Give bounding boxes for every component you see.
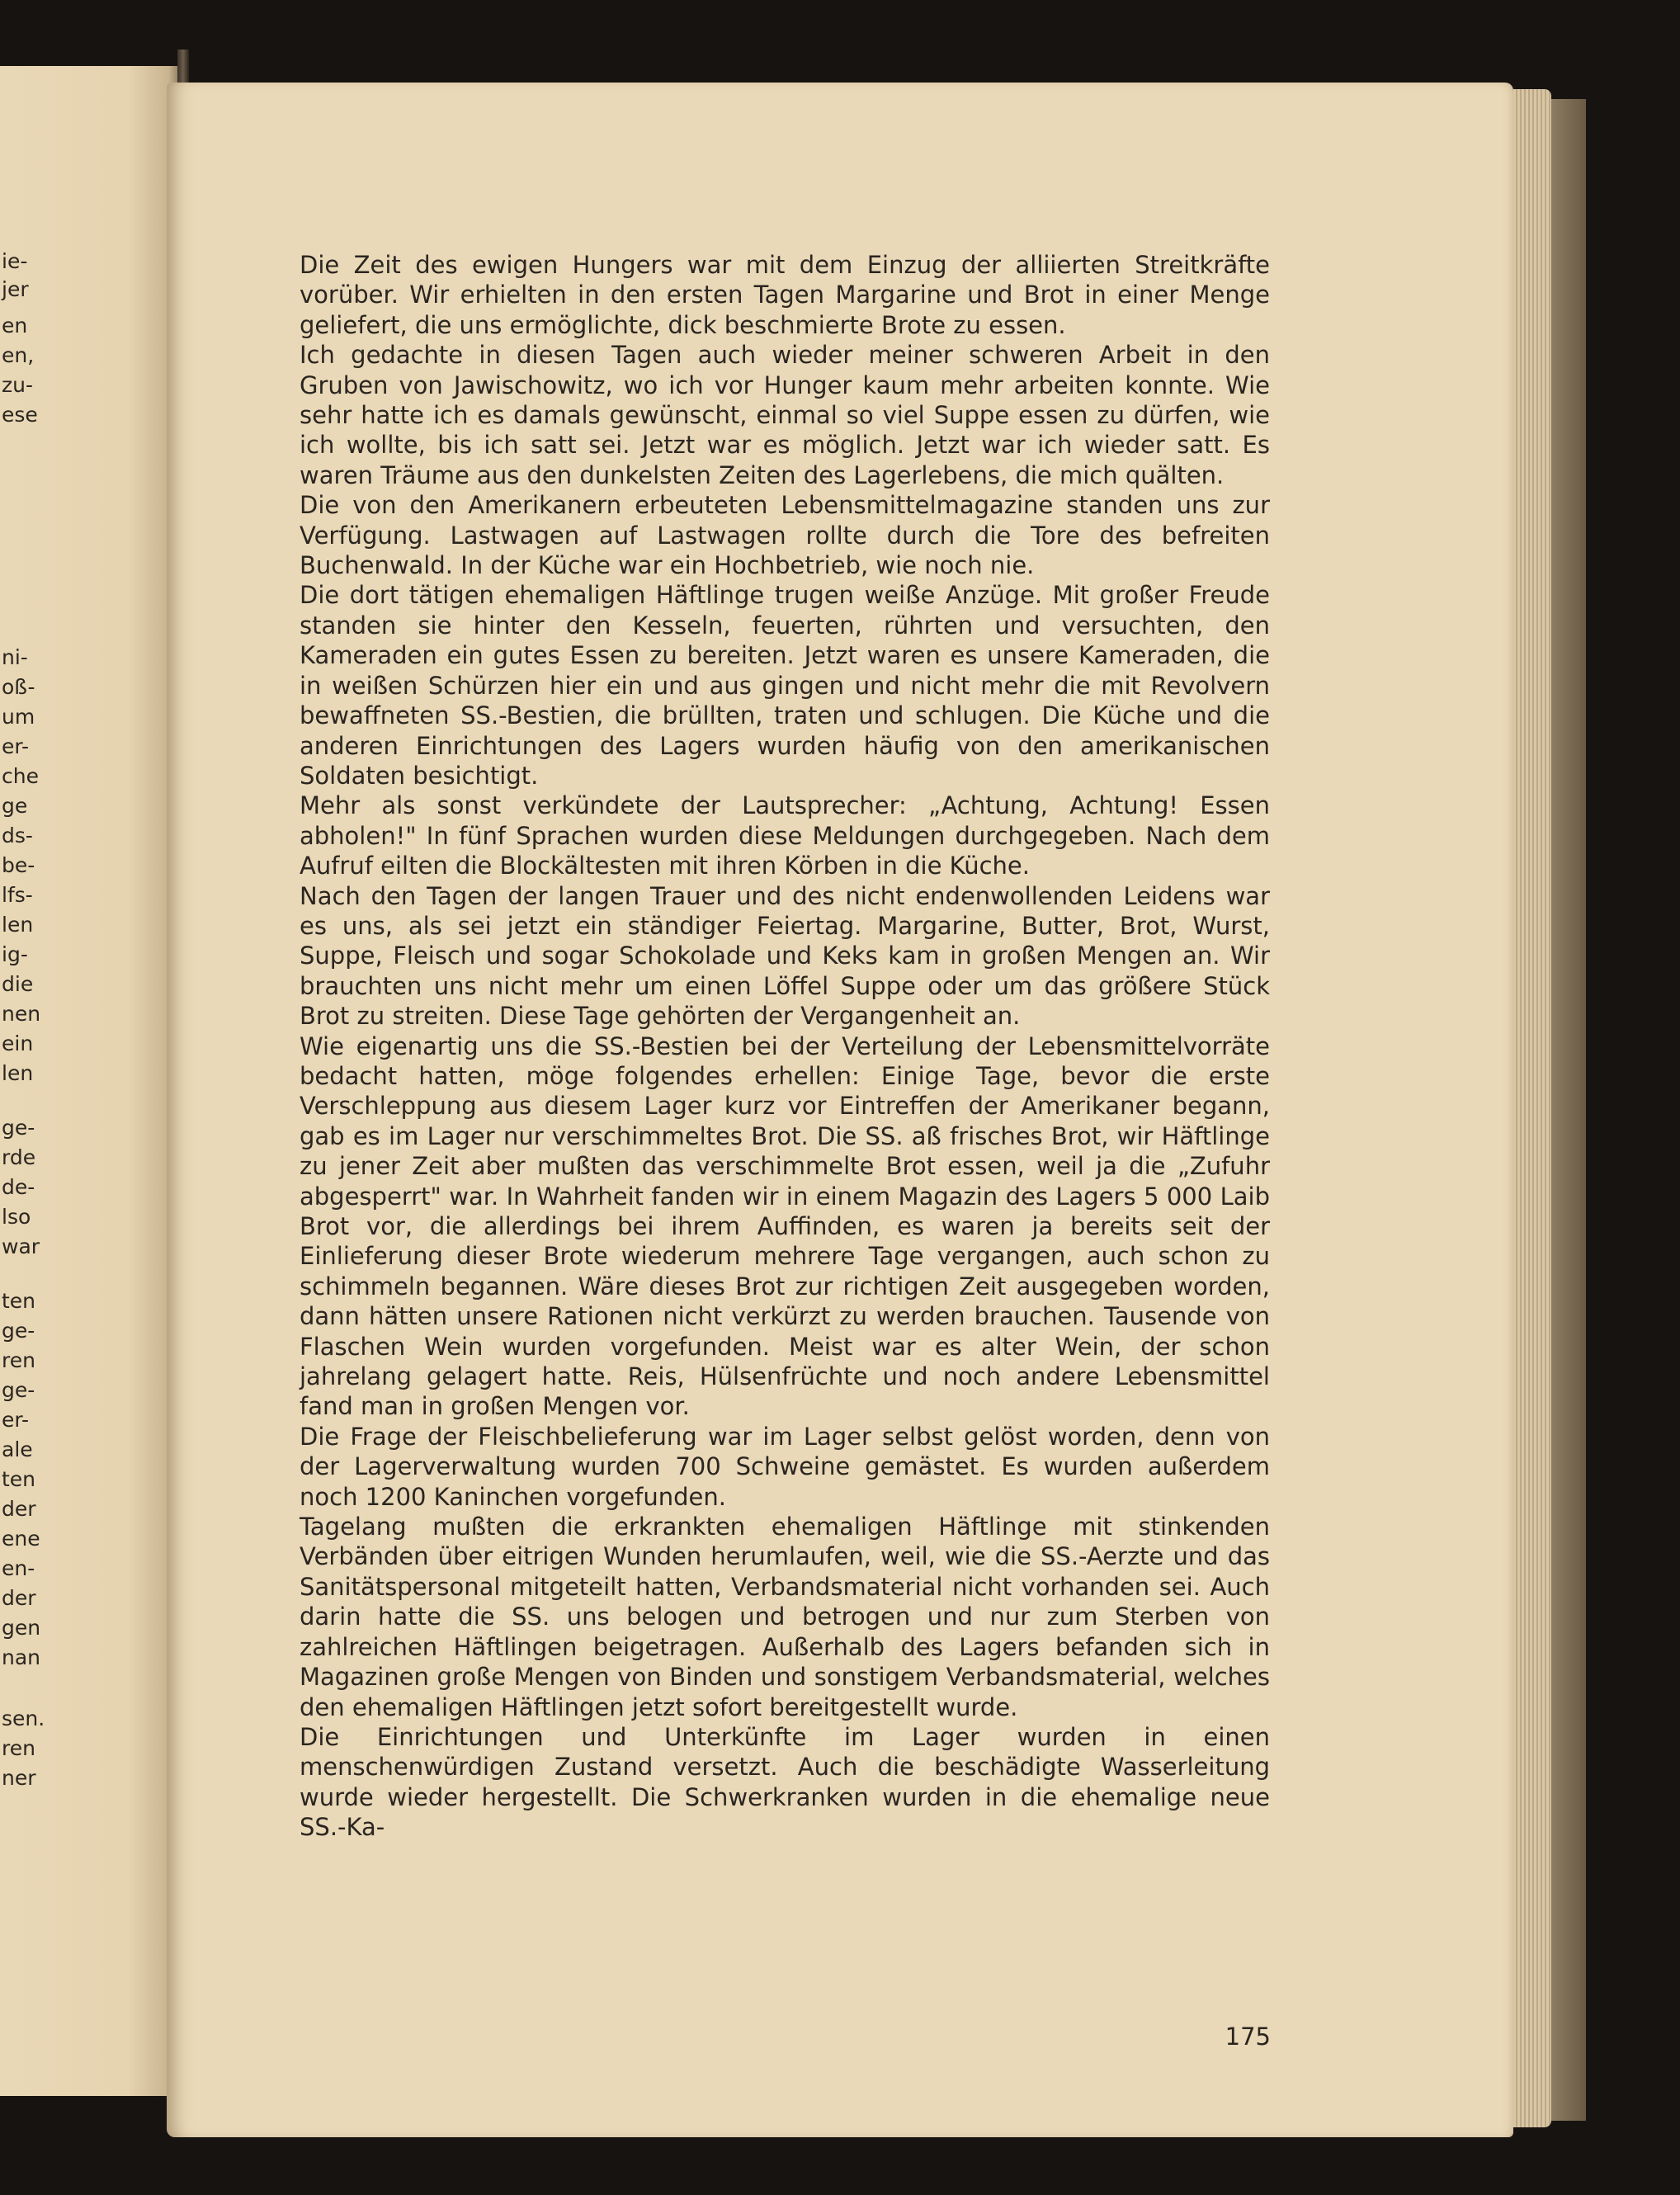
left-fragment: ni- [2, 645, 28, 669]
paragraph: Die von den Amerikanern erbeuteten Lebensmittelmagazine standen uns zur Verfügung. Lastwagen auf Lastwagen rollte durch die Tore des befreiten Buchenwald. In der Küche war ein Hochbetrieb, wie noch nie. [300, 491, 1270, 580]
left-fragment: war [2, 1234, 40, 1258]
left-fragment: de- [2, 1175, 35, 1199]
paragraph: Die dort tätigen ehemaligen Häftlinge trugen weiße Anzüge. Mit großer Freude standen sie hinter den Kesseln, feuerten, rührten und versuchten, den Kameraden ein gutes Essen zu bereiten. Jetzt waren es unsere Kameraden, die in weißen Schürzen hier ein und aus gingen und nicht mehr die mit Revolvern bewaffneten SS.-Bestien, die brüllten, traten und schlugen. Die Küche und die anderen Einrichtungen des Lagers wurden häufig von den amerikanischen Soldaten besichtigt. [300, 581, 1270, 790]
left-fragment: ge- [2, 1319, 35, 1343]
left-fragment: gen [2, 1616, 41, 1640]
left-fragment: len [2, 913, 34, 937]
left-fragment: nen [2, 1002, 41, 1026]
left-fragment: rde [2, 1145, 36, 1169]
left-fragment: ge- [2, 1116, 35, 1140]
left-fragment: der [2, 1586, 36, 1610]
paragraph: Nach den Tagen der langen Trauer und des nicht endenwollenden Leidens war es uns, als sei jetzt ein ständiger Feiertag. Margarine, Butter, Brot, Wurst, Suppe, Fleisch und sogar Schokolade und Keks kam in großen Mengen an. Wir brauchten uns nicht mehr um einen Löffel Suppe oder um das größere Stück Brot zu streiten. Diese Tage gehörten der Vergangenheit an. [300, 881, 1270, 1031]
paragraph: Mehr als sonst verkündete der Lautsprecher: „Achtung, Achtung! Essen abholen!" In fünf Sprachen wurden diese Meldungen durchgegeben. Nach dem Aufruf eilten die Blockältesten mit ihren Körben in die Küche. [300, 791, 1270, 880]
left-fragment: en- [2, 1556, 35, 1580]
left-fragment: zu- [2, 373, 33, 397]
left-fragment: en, [2, 343, 35, 367]
left-fragment: en [2, 314, 28, 338]
paragraph: Wie eigenartig uns die SS.-Bestien bei der Verteilung der Lebensmittelvorräte bedacht hatten, möge folgendes erhellen: Einige Tage, bevor die erste Verschleppung aus diesem Lager kurz vor Eintreffen der Amerikaner begann, gab es im Lager nur verschimmeltes Brot. Die SS. aß frisches Brot, wir Häftlinge zu jener Zeit aber mußten das verschimmelte Brot essen, weil ja die „Zufuhr abgesperrt" war. In Wahrheit fanden wir in einem Magazin des Lagers 5 000 Laib Brot vor, die allerdings bei ihrem Auffinden, es waren ja bereits seit der Einlieferung dieser Brote wiederum mehrere Tage vergangen, auch schon zu schimmeln begannen. Wäre dieses Brot zur richtigen Zeit ausgegeben worden, dann hätten unsere Rationen nicht verkürzt zu werden brauchen. Tausende von Flaschen Wein wurden vorgefunden. Meist war es alter Wein, der schon jahrelang gelagert hatte. Reis, Hülsenfrüchte und noch andere Lebensmittel fand man in großen Mengen vor. [300, 1031, 1270, 1421]
left-fragment: ig- [2, 942, 28, 966]
paragraph: Ich gedachte in diesen Tagen auch wieder meiner schweren Arbeit in den Gruben von Jawischowitz, wo ich vor Hunger kaum mehr arbeiten konnte. Wie sehr hatte ich es damals gewünscht, einmal so viel Suppe essen zu dürfen, wie ich wollte, bis ich satt sei. Jetzt war es möglich. Jetzt war ich wieder satt. Es waren Träume aus den dunkelsten Zeiten des Lagerlebens, die mich quälten. [300, 341, 1270, 489]
book-cover-edge [1551, 99, 1586, 2121]
left-fragment: ds- [2, 824, 33, 847]
paragraph: Die Frage der Fleischbelieferung war im Lager selbst gelöst worden, denn von der Lagerverwaltung wurden 700 Schweine gemästet. Es wurden außerdem noch 1200 Kaninchen vorgefunden. [300, 1422, 1270, 1511]
left-fragment: ale [2, 1437, 33, 1461]
left-fragment: ner [2, 1766, 36, 1790]
page-edges [1513, 89, 1551, 2127]
left-fragment: ese [2, 403, 38, 427]
paragraph: Die Zeit des ewigen Hungers war mit dem Einzug der alliierten Streitkräfte vorüber. Wir erhielten in den ersten Tagen Margarine und Brot in einer Menge geliefert, die uns ermöglichte, dick beschmierte Brote zu essen. [300, 251, 1270, 339]
left-fragment: che [2, 764, 39, 788]
left-fragment: um [2, 705, 35, 729]
left-fragment: ten [2, 1467, 36, 1491]
left-fragment: er- [2, 734, 30, 758]
left-fragment: ge [2, 794, 28, 818]
left-page [0, 66, 183, 2096]
paragraph: Tagelang mußten die erkrankten ehemaligen Häftlinge mit stinkenden Verbänden über eitrigen Wunden herumlaufen, weil, wie die SS.-Aerzte und das Sanitätspersonal mitgeteilt hatten, Verbandsmaterial nicht vorhanden sei. Auch darin hatte die SS. uns belogen und betrogen und nur zum Sterben von zahlreichen Häftlingen beigetragen. Außerhalb des Lagers befanden sich in Magazinen große Mengen von Binden und sonstigem Verbandsmaterial, welches den ehemaligen Häftlingen jetzt sofort bereitgestellt wurde. [300, 1513, 1270, 1721]
left-fragment: die [2, 972, 34, 996]
page-body-text [300, 250, 1270, 1843]
left-fragment: ein [2, 1031, 34, 1055]
left-fragment: ie- [2, 249, 28, 273]
left-fragment: ten [2, 1289, 36, 1313]
page-number: 175 [1225, 2023, 1271, 2051]
left-fragment: sen. [2, 1706, 45, 1730]
left-fragment: er- [2, 1408, 30, 1432]
left-fragment: lso [2, 1205, 31, 1229]
paragraph: Die Einrichtungen und Unterkünfte im Lager wurden in einen menschenwürdigen Zustand versetzt. Auch die beschädigte Wasserleitung wurde wieder hergestellt. Die Schwerkranken wurden in die ehemalige neue SS.-Ka- [300, 1722, 1270, 1842]
left-fragment: len [2, 1061, 34, 1085]
left-fragment: be- [2, 853, 35, 877]
left-fragment: oß- [2, 675, 35, 699]
left-page-text-fragments [0, 66, 183, 2096]
left-fragment: lfs- [2, 883, 33, 907]
left-fragment: nan [2, 1645, 41, 1669]
left-fragment: ren [2, 1348, 35, 1372]
left-fragment: der [2, 1497, 36, 1521]
left-fragment: ene [2, 1527, 40, 1551]
left-fragment: ren [2, 1736, 35, 1760]
left-fragment: ge- [2, 1378, 35, 1402]
left-fragment: jer [2, 277, 29, 301]
